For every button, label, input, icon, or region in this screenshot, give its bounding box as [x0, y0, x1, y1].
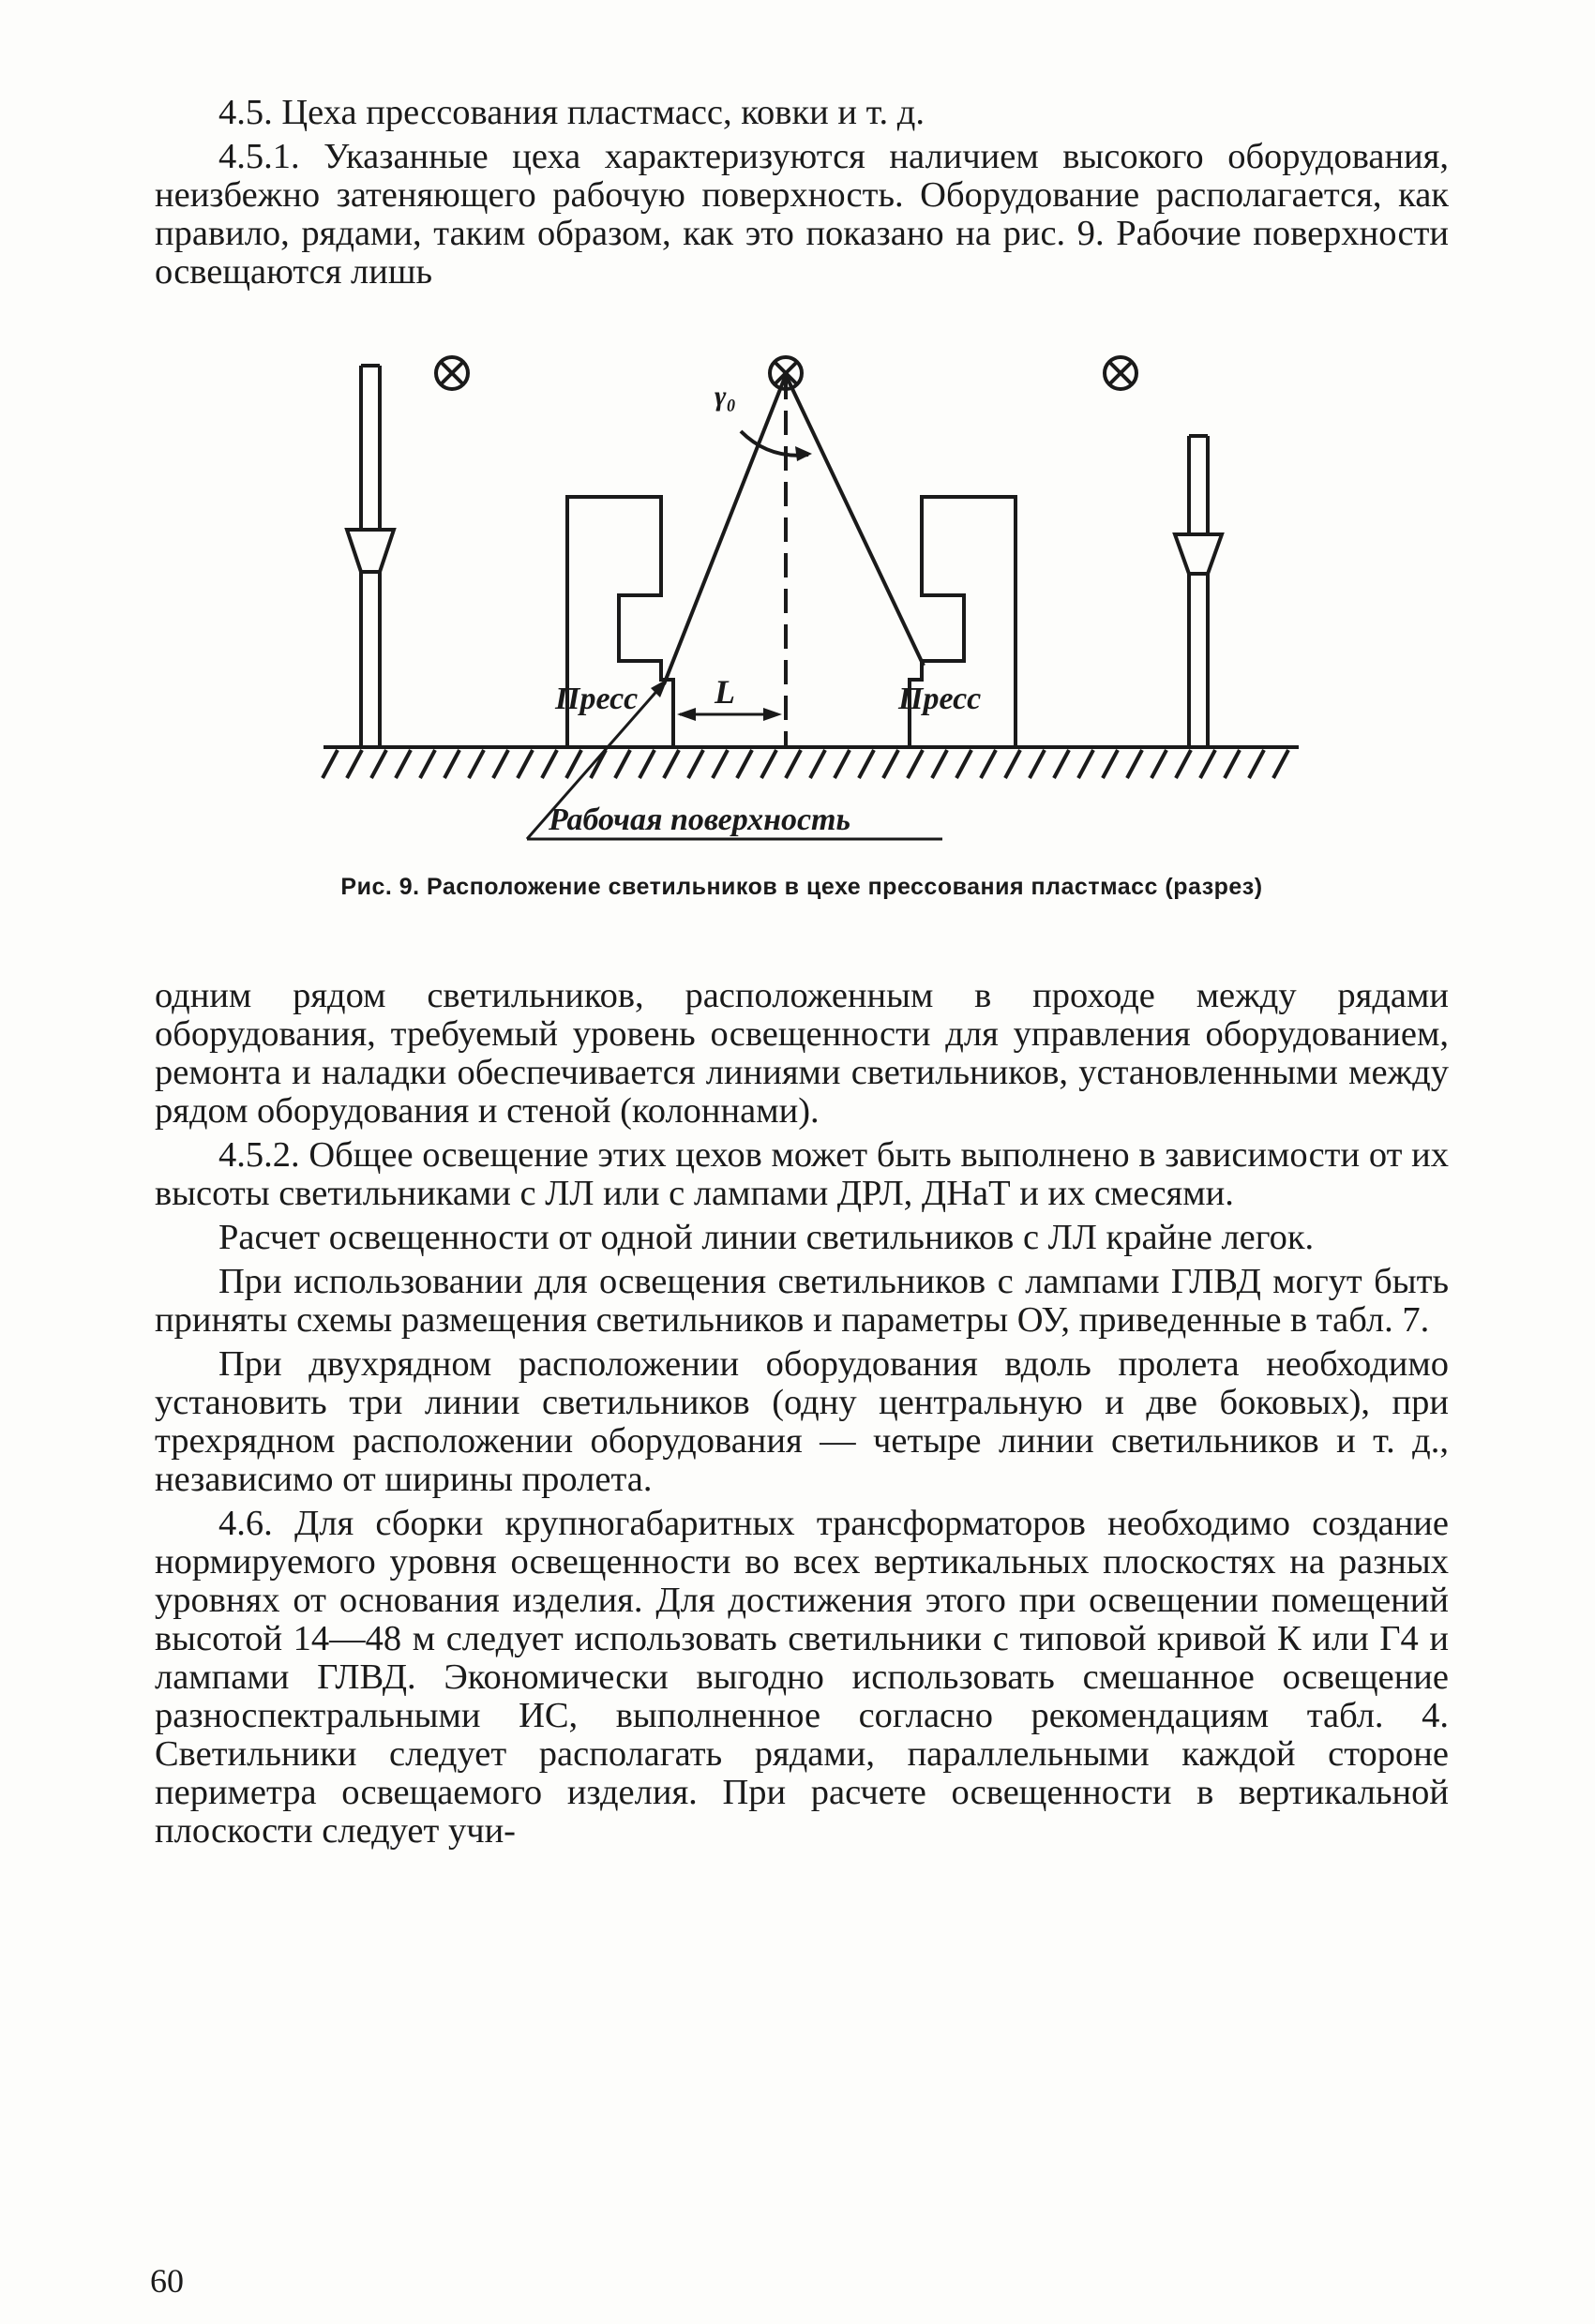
hatch-stroke	[810, 750, 825, 778]
hatch-stroke	[542, 750, 557, 778]
text-block-top	[155, 94, 1449, 297]
page-number: 60	[150, 2262, 184, 2300]
hatch-stroke	[1103, 750, 1118, 778]
hatch-stroke	[420, 750, 435, 778]
hatch-stroke	[1054, 750, 1069, 778]
paragraph-4-5-1: 4.5.1. Указанные цеха характеризуются наличием высокого оборудования, неизбежно затеняющего рабочую поверхность. Оборудование располагается, как правило, рядами, таким образом, как это показано на рис. 9. Рабочие поверхности освещаются лишь	[155, 137, 1449, 292]
press-left-label: Пресс	[555, 682, 639, 716]
hatch-stroke	[981, 750, 996, 778]
hatch-stroke	[761, 750, 776, 778]
hatch-stroke	[737, 750, 752, 778]
hatch-stroke	[640, 750, 655, 778]
hatch-stroke	[566, 750, 581, 778]
light-cone-right-edge	[786, 375, 924, 666]
paragraph-calculation: Расчет освещенности от одной линии светильников с ЛЛ крайне легок.	[218, 1218, 1315, 1257]
working-surface-label: Рабочая поверхность	[549, 802, 851, 837]
hatch-stroke	[835, 750, 850, 778]
hatch-stroke	[908, 750, 923, 778]
hatch-stroke	[518, 750, 533, 778]
lamp-left-icon	[436, 357, 468, 389]
hatch-stroke	[664, 750, 679, 778]
hatch-stroke	[688, 750, 703, 778]
arrowhead-l-left	[677, 708, 696, 721]
figure-9	[0, 337, 1595, 862]
hatch-stroke	[932, 750, 947, 778]
hatch-stroke	[859, 750, 874, 778]
hatch-stroke	[396, 750, 411, 778]
lamp-right-icon	[1105, 357, 1136, 389]
text-block-bottom	[155, 977, 1449, 1856]
floor-hatching	[323, 750, 1288, 778]
hatch-stroke	[1225, 750, 1240, 778]
press-shop-diagram	[0, 337, 1595, 862]
hatch-stroke	[347, 750, 362, 778]
hatch-stroke	[323, 750, 338, 778]
hatch-stroke	[1249, 750, 1264, 778]
hatch-stroke	[469, 750, 484, 778]
hatch-stroke	[956, 750, 971, 778]
angle-label: γ₀	[715, 381, 736, 412]
hatch-stroke	[493, 750, 508, 778]
hatch-stroke	[786, 750, 801, 778]
arrowhead-angle	[795, 446, 812, 461]
section-heading-4-5: 4.5. Цеха прессования пластмасс, ковки и т. д.	[218, 93, 925, 132]
hatch-stroke	[1030, 750, 1045, 778]
hatch-stroke	[1005, 750, 1020, 778]
right-column	[1175, 436, 1222, 745]
press-right-label: Пресс	[898, 682, 982, 716]
hatch-stroke	[1127, 750, 1142, 778]
hatch-stroke	[1200, 750, 1215, 778]
hatch-stroke	[1273, 750, 1288, 778]
paragraph-glvd-lamps: При использовании для освещения светильников с лампами ГЛВД могут быть приняты схемы размещения светильников и параметры ОУ, приведенные в табл. 7.	[155, 1262, 1449, 1340]
hatch-stroke	[371, 750, 386, 778]
paragraph-continuation: одним рядом светильников, расположенным в проходе между рядами оборудования, требуемый уровень освещенности для управления оборудованием, ремонта и наладки обеспечивается линиями светильников, установленными между рядом оборудования и стеной (колоннами).	[155, 976, 1449, 1131]
figure-caption: Рис. 9. Расположение светильников в цехе прессования пластмасс (разрез)	[340, 874, 1263, 900]
hatch-stroke	[1078, 750, 1093, 778]
light-cone-left-edge	[664, 375, 786, 684]
arrowhead-l-right	[763, 708, 782, 721]
hatch-stroke	[1176, 750, 1191, 778]
left-column	[347, 366, 394, 745]
paragraph-4-5-2: 4.5.2. Общее освещение этих цехов может быть выполнено в зависимости от их высоты светильниками с ЛЛ или с лампами ДРЛ, ДНаТ и их смесями.	[155, 1135, 1449, 1213]
paragraph-4-6: 4.6. Для сборки крупногабаритных трансформаторов необходимо создание нормируемого уровня освещенности во всех вертикальных плоскостях на разных уровнях от основания изделия. Для достижения этого при освещении помещений высотой 14—48 м следует использовать светильники с типовой кривой К или Г4 и лампами ГЛВД. Экономически выгодно использовать смешанное освещение разноспектральными ИС, выполненное согласно рекомендациям табл. 4. Светильники следует располагать рядами, параллельными каждой стороне периметра освещаемого изделия. При расчете освещенности в вертикальной плоскости следует учи-	[155, 1504, 1449, 1851]
paragraph-two-row: При двухрядном расположении оборудования вдоль пролета необходимо установить три линии светильников (одну центральную и две боковых), при трехрядном расположении оборудования — четыре линии светильников и т. д., независимо от ширины пролета.	[155, 1344, 1449, 1499]
hatch-stroke	[713, 750, 728, 778]
hatch-stroke	[883, 750, 898, 778]
distance-label: L	[715, 673, 735, 711]
hatch-stroke	[444, 750, 459, 778]
hatch-stroke	[615, 750, 630, 778]
hatch-stroke	[1151, 750, 1166, 778]
